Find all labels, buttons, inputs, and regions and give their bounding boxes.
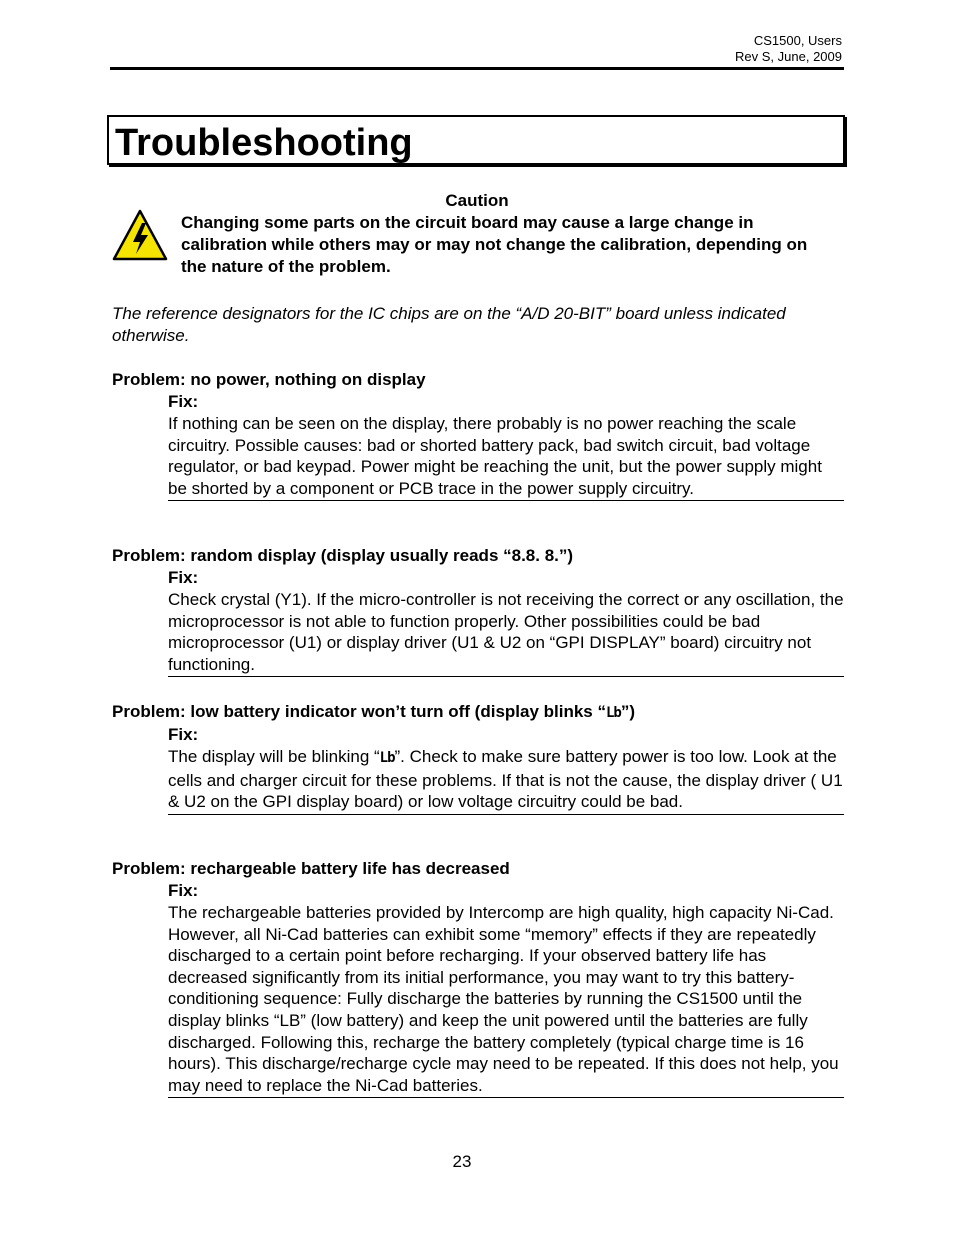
page-header [735,33,842,65]
intro-note: The reference designators for the IC chips are on the “A/D 20-BIT” board unless indicated otherwise. [112,304,786,345]
problem-block [112,369,844,501]
fix-label: Fix: [168,392,199,411]
heading-text: Problem: low battery indicator won’t turn off (display blinks “ [112,702,606,721]
header-rule [110,67,844,70]
lcd-glyph: Lb [605,705,621,721]
high-voltage-warning-icon [112,209,168,261]
section-title: Troubleshooting [115,122,413,164]
problem-heading [112,701,844,724]
header-revision: Rev S, June, 2009 [735,49,842,64]
fix-label: Fix: [168,568,199,587]
lcd-glyph: Lb [379,750,395,766]
header-doc-title: CS1500, Users [753,33,842,48]
page-number: 23 [452,1152,472,1171]
caution-text: Changing some parts on the circuit board may cause a large change in calibration while others may or may not change the calibration, depending on the nature of the problem. [181,213,808,276]
problem-heading: Problem: rechargeable battery life has decreased [112,859,510,878]
heading-text-end: ”) [620,702,636,721]
fix-text-rest: ”. Check to make sure battery power is too low. Look at the cells and charger circuit for these problems. If that is not the cause, the display driver ( U1 & U2 on the GPI display board) or low voltage circuitry could be bad. [168,747,843,812]
problem-heading: Problem: no power, nothing on display [112,370,426,389]
fix-label: Fix: [168,725,199,744]
problem-heading: Problem: random display (display usually reads “8.8. 8.”) [112,546,574,565]
problem-block [112,701,844,815]
caution-title: Caution [445,191,509,210]
problem-block [112,545,844,677]
fix-text: Check crystal (Y1). If the micro-controller is not receiving the correct or any oscillation, the microprocessor is not able to function properly. Other possibilities could be bad microprocessor (U1) or display driver (U1 & U2 on “GPI DISPLAY” board) circuitry not functioning. [168,589,844,677]
fix-text [168,746,844,815]
section-title-box [107,115,845,165]
fix-text-start: The display will be blinking “ [168,747,380,766]
problem-block [112,858,844,1098]
fix-label: Fix: [168,881,199,900]
fix-text: If nothing can be seen on the display, there probably is no power reaching the scale circuitry. Possible causes: bad or shorted battery pack, bad switch circuit, bad voltage regulator, or bad keypad. Power might be reaching the unit, but the power supply might be shorted by a component or PCB trace in the power supply circuitry. [168,413,844,501]
fix-text: The rechargeable batteries provided by Intercomp are high quality, high capacity Ni-Cad. However, all Ni-Cad batteries can exhibit some “memory” effects if they are repeatedly discharged to a certain point before recharging. If your observed battery life has decreased significantly from its initial performance, you may want to try this battery-conditioning sequence: Fully discharge the batteries by running the CS1500 until the display blinks “LB” (low battery) and keep the unit powered until the batteries are fully discharged. Following this, recharge the battery completely (typical charge time is 16 hours). This discharge/recharge cycle may need to be repeated. If this does not help, you may need to replace the Ni-Cad batteries. [168,902,844,1098]
